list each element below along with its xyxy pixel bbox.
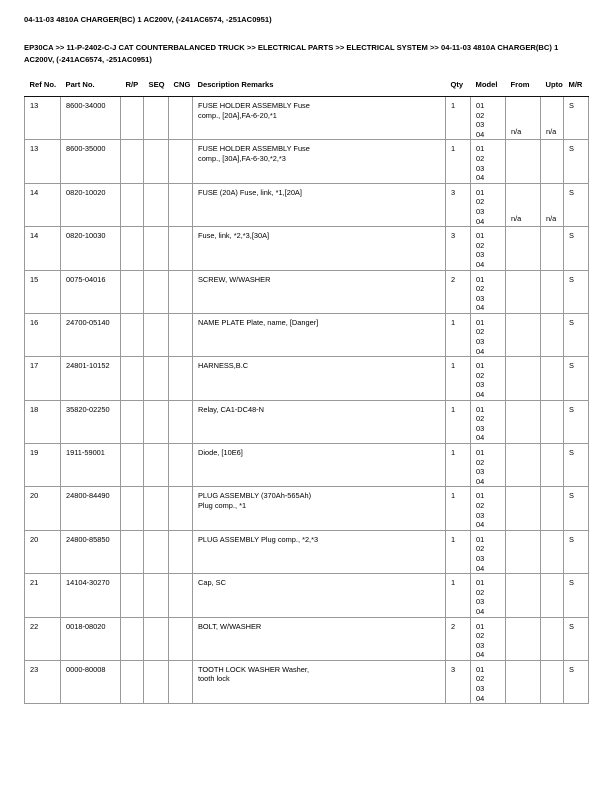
column-header-part: Part No. bbox=[65, 80, 95, 89]
model-code: 02 bbox=[476, 240, 485, 250]
upto-value: n/a bbox=[546, 126, 557, 136]
cell-mr: S bbox=[564, 183, 589, 226]
model-code: 02 bbox=[476, 197, 485, 207]
model-list bbox=[476, 144, 505, 182]
model-code: 03 bbox=[476, 337, 485, 347]
cell-upto bbox=[541, 357, 564, 400]
description-line: tooth lock bbox=[198, 674, 230, 684]
cell-upto bbox=[541, 140, 564, 183]
model-code: 04 bbox=[476, 303, 485, 313]
cell-ref: 17 bbox=[25, 357, 61, 400]
table-row bbox=[25, 270, 589, 313]
cell-part: 0018-08020 bbox=[61, 617, 121, 660]
cell-seq bbox=[144, 140, 169, 183]
cell-model bbox=[471, 530, 506, 573]
cell-from bbox=[506, 357, 541, 400]
cell-part: 0000-80008 bbox=[61, 660, 121, 703]
cell-seq bbox=[144, 270, 169, 313]
cell-from bbox=[506, 313, 541, 356]
cell-part: 8600-35000 bbox=[61, 140, 121, 183]
cell-qty: 3 bbox=[446, 660, 471, 703]
model-list bbox=[476, 231, 505, 269]
table-row bbox=[25, 227, 589, 270]
cell-ref: 18 bbox=[25, 400, 61, 443]
cell-mr: S bbox=[564, 660, 589, 703]
model-code: 03 bbox=[476, 250, 485, 260]
description-line: Fuse, link, *2,*3,[30A] bbox=[198, 231, 270, 241]
cell-upto bbox=[541, 617, 564, 660]
model-code: 01 bbox=[476, 404, 485, 414]
cell-desc bbox=[193, 574, 446, 617]
model-code: 03 bbox=[476, 380, 485, 390]
model-code: 02 bbox=[476, 674, 485, 684]
cell-qty: 1 bbox=[446, 574, 471, 617]
cell-cng bbox=[169, 400, 193, 443]
cell-model bbox=[471, 487, 506, 530]
cell-upto bbox=[541, 400, 564, 443]
model-code: 04 bbox=[476, 520, 485, 530]
model-code: 03 bbox=[476, 467, 485, 477]
model-code: 02 bbox=[476, 587, 485, 597]
model-code: 04 bbox=[476, 129, 485, 139]
cell-model bbox=[471, 660, 506, 703]
cell-rp bbox=[121, 140, 144, 183]
cell-qty: 2 bbox=[446, 617, 471, 660]
table-row bbox=[25, 530, 589, 573]
cell-mr: S bbox=[564, 227, 589, 270]
cell-desc bbox=[193, 530, 446, 573]
cell-model bbox=[471, 400, 506, 443]
model-list bbox=[476, 491, 505, 529]
parts-table bbox=[24, 80, 589, 704]
cell-cng bbox=[169, 270, 193, 313]
cell-desc bbox=[193, 140, 446, 183]
column-header-seq: SEQ bbox=[148, 80, 165, 89]
description-line: FUSE HOLDER ASSEMBLY Fuse bbox=[198, 144, 310, 154]
cell-upto bbox=[541, 487, 564, 530]
table-row bbox=[25, 617, 589, 660]
model-list bbox=[476, 101, 505, 139]
cell-part: 24800-85850 bbox=[61, 530, 121, 573]
cell-rp bbox=[121, 270, 144, 313]
model-code: 04 bbox=[476, 173, 485, 183]
cell-mr: S bbox=[564, 313, 589, 356]
description-line: FUSE (20A) Fuse, link, *1,[20A] bbox=[198, 187, 302, 197]
model-code: 01 bbox=[476, 187, 485, 197]
cell-upto bbox=[541, 97, 564, 140]
cell-qty: 3 bbox=[446, 227, 471, 270]
column-header-rp: R/P bbox=[125, 80, 139, 89]
cell-from bbox=[506, 487, 541, 530]
cell-from bbox=[506, 227, 541, 270]
cell-from bbox=[506, 400, 541, 443]
model-code: 02 bbox=[476, 370, 485, 380]
cell-from bbox=[506, 270, 541, 313]
cell-rp bbox=[121, 183, 144, 226]
model-code: 02 bbox=[476, 110, 485, 120]
cell-mr: S bbox=[564, 444, 589, 487]
model-code: 01 bbox=[476, 448, 485, 457]
cell-ref: 21 bbox=[25, 574, 61, 617]
cell-ref: 15 bbox=[25, 270, 61, 313]
cell-part: 24700-05140 bbox=[61, 313, 121, 356]
cell-part: 24801-10152 bbox=[61, 357, 121, 400]
model-code: 01 bbox=[476, 621, 485, 631]
column-header-desc: Description Remarks bbox=[197, 80, 274, 89]
model-list bbox=[476, 578, 505, 616]
cell-rp bbox=[121, 97, 144, 140]
cell-model bbox=[471, 444, 506, 487]
cell-seq bbox=[144, 357, 169, 400]
cell-qty: 2 bbox=[446, 270, 471, 313]
model-code: 02 bbox=[476, 631, 485, 641]
cell-from bbox=[506, 574, 541, 617]
cell-ref: 14 bbox=[25, 183, 61, 226]
cell-desc bbox=[193, 183, 446, 226]
cell-cng bbox=[169, 357, 193, 400]
model-code: 02 bbox=[476, 284, 485, 294]
model-code: 02 bbox=[476, 327, 485, 337]
cell-upto bbox=[541, 444, 564, 487]
cell-part: 0820-10030 bbox=[61, 227, 121, 270]
description-line: Relay, CA1-DC48-N bbox=[198, 404, 264, 414]
cell-from bbox=[506, 617, 541, 660]
cell-model bbox=[471, 617, 506, 660]
cell-qty: 1 bbox=[446, 97, 471, 140]
model-code: 01 bbox=[476, 317, 485, 327]
cell-upto bbox=[541, 313, 564, 356]
table-row bbox=[25, 400, 589, 443]
cell-from bbox=[506, 660, 541, 703]
table-header-row bbox=[25, 80, 589, 94]
cell-from bbox=[506, 183, 541, 226]
column-header-cng: CNG bbox=[173, 80, 191, 89]
model-code: 02 bbox=[476, 500, 485, 510]
cell-ref: 13 bbox=[25, 97, 61, 140]
cell-ref: 20 bbox=[25, 530, 61, 573]
model-code: 02 bbox=[476, 414, 485, 424]
model-list bbox=[476, 665, 505, 703]
description-line: TOOTH LOCK WASHER Washer, bbox=[198, 664, 310, 674]
model-list bbox=[476, 361, 505, 399]
cell-desc bbox=[193, 487, 446, 530]
cell-part: 8600-34000 bbox=[61, 97, 121, 140]
description-line: comp., [20A],FA-6-20,*1 bbox=[198, 110, 277, 120]
from-value: n/a bbox=[511, 213, 522, 223]
cell-from bbox=[506, 97, 541, 140]
cell-qty: 1 bbox=[446, 444, 471, 487]
model-code: 04 bbox=[476, 346, 485, 356]
cell-seq bbox=[144, 183, 169, 226]
cell-from bbox=[506, 140, 541, 183]
description-line: SCREW, W/WASHER bbox=[198, 274, 271, 284]
model-code: 03 bbox=[476, 206, 485, 216]
page-title: 04-11-03 4810A CHARGER(BC) 1 AC200V, (-241AC6574, -251AC0951) bbox=[24, 15, 272, 24]
model-code: 01 bbox=[476, 578, 485, 588]
description-line: FUSE HOLDER ASSEMBLY Fuse bbox=[198, 101, 310, 110]
model-code: 01 bbox=[476, 274, 485, 284]
cell-from bbox=[506, 444, 541, 487]
cell-desc bbox=[193, 400, 446, 443]
cell-mr: S bbox=[564, 140, 589, 183]
cell-rp bbox=[121, 444, 144, 487]
cell-desc bbox=[193, 357, 446, 400]
cell-cng bbox=[169, 227, 193, 270]
column-header-qty: Qty bbox=[450, 80, 464, 89]
cell-cng bbox=[169, 487, 193, 530]
model-list bbox=[476, 275, 505, 313]
cell-upto bbox=[541, 183, 564, 226]
model-code: 01 bbox=[476, 361, 485, 371]
cell-seq bbox=[144, 97, 169, 140]
cell-cng bbox=[169, 660, 193, 703]
model-code: 04 bbox=[476, 390, 485, 400]
cell-part: 24800-84490 bbox=[61, 487, 121, 530]
cell-cng bbox=[169, 140, 193, 183]
model-code: 03 bbox=[476, 423, 485, 433]
cell-ref: 13 bbox=[25, 140, 61, 183]
model-code: 04 bbox=[476, 476, 485, 486]
model-code: 04 bbox=[476, 216, 485, 226]
model-code: 03 bbox=[476, 293, 485, 303]
cell-cng bbox=[169, 313, 193, 356]
cell-model bbox=[471, 140, 506, 183]
cell-ref: 23 bbox=[25, 660, 61, 703]
cell-model bbox=[471, 97, 506, 140]
model-code: 02 bbox=[476, 457, 485, 467]
cell-mr: S bbox=[564, 97, 589, 140]
cell-rp bbox=[121, 574, 144, 617]
description-line: Cap, SC bbox=[198, 578, 226, 588]
cell-rp bbox=[121, 660, 144, 703]
model-code: 01 bbox=[476, 664, 485, 674]
description-line: NAME PLATE Plate, name, [Danger] bbox=[198, 317, 319, 327]
cell-qty: 1 bbox=[446, 487, 471, 530]
cell-seq bbox=[144, 660, 169, 703]
cell-cng bbox=[169, 97, 193, 140]
cell-seq bbox=[144, 574, 169, 617]
cell-upto bbox=[541, 574, 564, 617]
model-code: 04 bbox=[476, 259, 485, 269]
cell-part: 0075-04016 bbox=[61, 270, 121, 313]
model-code: 04 bbox=[476, 693, 485, 703]
description-line: PLUG ASSEMBLY Plug comp., *2,*3 bbox=[198, 534, 319, 544]
cell-seq bbox=[144, 227, 169, 270]
model-code: 01 bbox=[476, 491, 485, 501]
cell-ref: 22 bbox=[25, 617, 61, 660]
cell-seq bbox=[144, 313, 169, 356]
cell-model bbox=[471, 183, 506, 226]
cell-ref: 20 bbox=[25, 487, 61, 530]
table-row bbox=[25, 140, 589, 183]
table-row bbox=[25, 660, 589, 703]
description-line: PLUG ASSEMBLY (370Ah-565Ah) bbox=[198, 491, 312, 501]
model-code: 03 bbox=[476, 553, 485, 563]
model-code: 04 bbox=[476, 650, 485, 660]
model-list bbox=[476, 535, 505, 573]
model-list bbox=[476, 188, 505, 226]
cell-desc bbox=[193, 617, 446, 660]
column-header-from: From bbox=[510, 80, 530, 89]
description-line: Plug comp., *1 bbox=[198, 500, 247, 510]
model-code: 01 bbox=[476, 101, 485, 110]
cell-cng bbox=[169, 574, 193, 617]
breadcrumb: EP30CA >> 11-P-2402-C-J CAT COUNTERBALANCED TRUCK >> ELECTRICAL PARTS >> ELECTRICAL SYSTEM >> 04-11-03 4810A CHARGER(BC) 1 AC200V, (-241AC6574, -251AC0951) bbox=[24, 43, 559, 64]
table-row bbox=[25, 357, 589, 400]
cell-mr: S bbox=[564, 617, 589, 660]
cell-seq bbox=[144, 530, 169, 573]
cell-cng bbox=[169, 530, 193, 573]
model-code: 04 bbox=[476, 606, 485, 616]
table-row bbox=[25, 313, 589, 356]
cell-rp bbox=[121, 617, 144, 660]
cell-qty: 1 bbox=[446, 530, 471, 573]
description-line: HARNESS,B.C bbox=[198, 361, 249, 371]
cell-model bbox=[471, 270, 506, 313]
column-header-mr: M/R bbox=[568, 80, 583, 89]
cell-desc bbox=[193, 313, 446, 356]
parts-table-container bbox=[24, 80, 588, 704]
from-value: n/a bbox=[511, 126, 522, 136]
cell-upto bbox=[541, 270, 564, 313]
cell-qty: 1 bbox=[446, 313, 471, 356]
cell-from bbox=[506, 530, 541, 573]
cell-qty: 1 bbox=[446, 140, 471, 183]
cell-desc bbox=[193, 660, 446, 703]
cell-ref: 14 bbox=[25, 227, 61, 270]
cell-desc bbox=[193, 270, 446, 313]
cell-ref: 19 bbox=[25, 444, 61, 487]
table-body bbox=[25, 97, 589, 704]
cell-seq bbox=[144, 444, 169, 487]
cell-mr: S bbox=[564, 530, 589, 573]
model-list bbox=[476, 622, 505, 660]
cell-desc bbox=[193, 97, 446, 140]
table-row bbox=[25, 487, 589, 530]
model-code: 03 bbox=[476, 510, 485, 520]
column-header-model: Model bbox=[475, 80, 498, 89]
description-line: comp., [30A],FA-6-30,*2,*3 bbox=[198, 153, 286, 163]
cell-mr: S bbox=[564, 400, 589, 443]
description-line: BOLT, W/WASHER bbox=[198, 621, 262, 631]
model-code: 04 bbox=[476, 563, 485, 573]
model-code: 01 bbox=[476, 231, 485, 241]
cell-upto bbox=[541, 530, 564, 573]
cell-mr: S bbox=[564, 574, 589, 617]
cell-mr: S bbox=[564, 270, 589, 313]
cell-desc bbox=[193, 444, 446, 487]
cell-upto bbox=[541, 227, 564, 270]
cell-seq bbox=[144, 617, 169, 660]
cell-model bbox=[471, 227, 506, 270]
cell-rp bbox=[121, 313, 144, 356]
table-header bbox=[25, 80, 589, 97]
description-line: Diode, [10E6] bbox=[198, 448, 243, 457]
cell-rp bbox=[121, 400, 144, 443]
cell-rp bbox=[121, 530, 144, 573]
upto-value: n/a bbox=[546, 213, 557, 223]
model-code: 01 bbox=[476, 534, 485, 544]
cell-part: 1911-59001 bbox=[61, 444, 121, 487]
cell-seq bbox=[144, 400, 169, 443]
cell-qty: 3 bbox=[446, 183, 471, 226]
cell-model bbox=[471, 357, 506, 400]
table-row bbox=[25, 444, 589, 487]
cell-model bbox=[471, 313, 506, 356]
cell-rp bbox=[121, 357, 144, 400]
table-row bbox=[25, 97, 589, 140]
model-code: 03 bbox=[476, 120, 485, 130]
cell-qty: 1 bbox=[446, 357, 471, 400]
cell-part: 0820-10020 bbox=[61, 183, 121, 226]
model-code: 03 bbox=[476, 163, 485, 173]
cell-mr: S bbox=[564, 357, 589, 400]
model-list bbox=[476, 405, 505, 443]
cell-part: 35820-02250 bbox=[61, 400, 121, 443]
cell-desc bbox=[193, 227, 446, 270]
cell-rp bbox=[121, 227, 144, 270]
model-code: 02 bbox=[476, 544, 485, 554]
model-code: 01 bbox=[476, 144, 485, 154]
model-list bbox=[476, 448, 505, 486]
cell-part: 14104-30270 bbox=[61, 574, 121, 617]
cell-ref: 16 bbox=[25, 313, 61, 356]
model-list bbox=[476, 318, 505, 356]
cell-cng bbox=[169, 183, 193, 226]
cell-cng bbox=[169, 444, 193, 487]
column-header-ref: Ref No. bbox=[29, 80, 57, 89]
cell-model bbox=[471, 574, 506, 617]
model-code: 03 bbox=[476, 684, 485, 694]
model-code: 03 bbox=[476, 640, 485, 650]
cell-cng bbox=[169, 617, 193, 660]
model-code: 02 bbox=[476, 153, 485, 163]
cell-seq bbox=[144, 487, 169, 530]
table-row bbox=[25, 574, 589, 617]
cell-rp bbox=[121, 487, 144, 530]
model-code: 03 bbox=[476, 597, 485, 607]
model-code: 04 bbox=[476, 433, 485, 443]
column-header-upto: Upto bbox=[545, 80, 563, 89]
cell-qty: 1 bbox=[446, 400, 471, 443]
cell-mr: S bbox=[564, 487, 589, 530]
cell-upto bbox=[541, 660, 564, 703]
table-row bbox=[25, 183, 589, 226]
